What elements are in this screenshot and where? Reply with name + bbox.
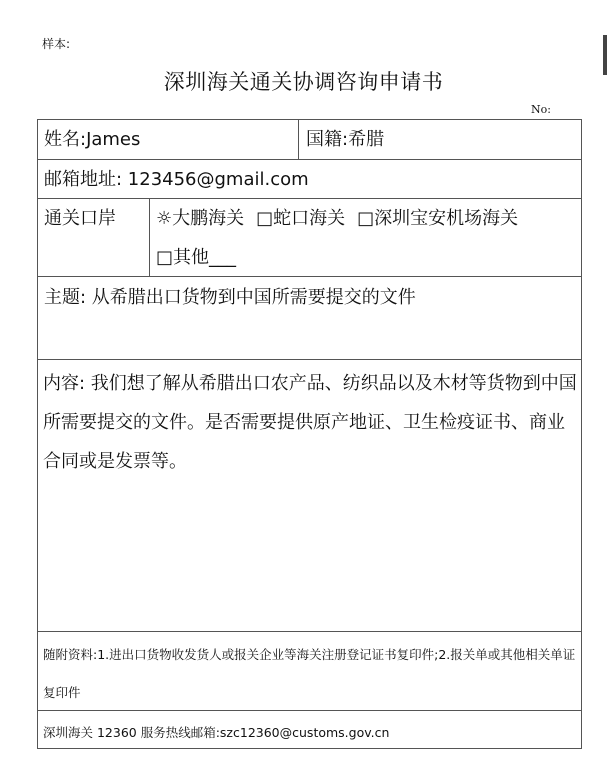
application-form [37,119,582,749]
port-row [38,199,581,277]
nationality-field: 国籍:希腊 [306,129,385,150]
email-row [38,160,581,199]
content-field: 内容: 我们想了解从希腊出口农产品、纺织品以及木材等货物到中国所需要提交的文件。是否需要提供原产地证、卫生检疫证书、商业合同或是发票等。 [43,373,577,472]
name-row [38,120,581,160]
form-title: 深圳海关通关协调咨询申请书 [163,70,444,94]
hotline-row [38,711,581,748]
email-field: 邮箱地址: 123456@gmail.com [44,169,309,190]
port-label: 通关口岸 [44,208,116,229]
content-row [38,360,581,632]
subject-row [38,277,581,360]
port-option-dapeng[interactable]: ☼大鹏海关 [156,208,245,229]
column-divider [298,120,299,159]
port-option-baoan[interactable]: □深圳宝安机场海关 [357,208,519,229]
port-option-shekou[interactable]: □蛇口海关 [256,208,346,229]
attachments-row [38,632,581,711]
attachments-field: 随附资料:1.进出口货物收发货人或报关企业等海关注册登记证书复印件;2.报关单或其他相关单证复印件 [43,647,576,700]
sample-label: 样本: [42,37,71,51]
port-option-other[interactable]: □其他___ [156,247,237,268]
hotline-field: 深圳海关 12360 服务热线邮箱:szc12360@customs.gov.cn [43,725,390,740]
name-field: 姓名:James [44,129,141,150]
subject-field: 主题: 从希腊出口货物到中国所需要提交的文件 [44,287,416,308]
port-options [156,199,581,276]
number-label: No: [531,103,551,116]
column-divider [149,199,150,276]
